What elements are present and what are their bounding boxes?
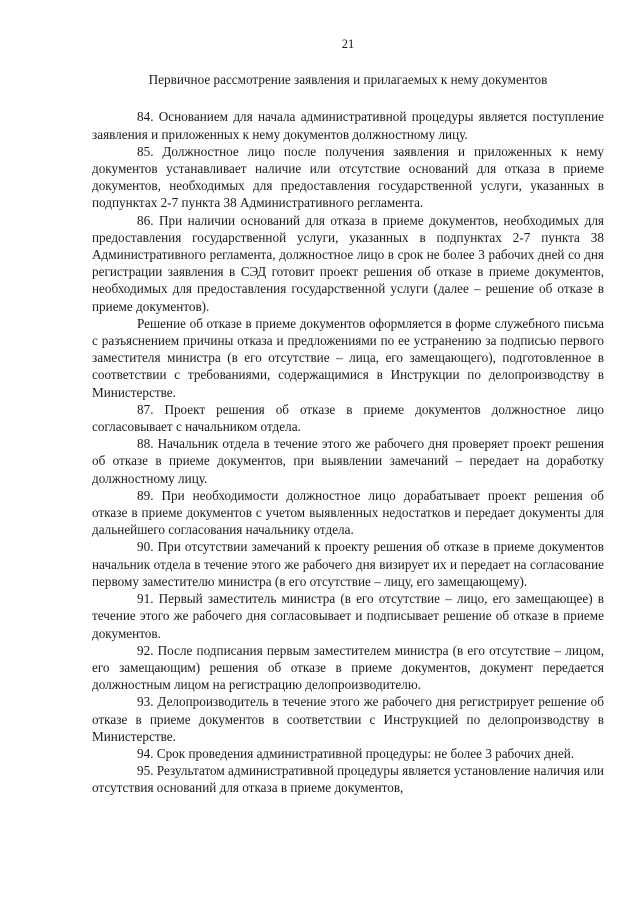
paragraph-94: 94. Срок проведения административной процедуры: не более 3 рабочих дней.	[137, 745, 575, 761]
paragraph-86-note: Решение об отказе в приеме документов оформляется в форме служебного письма с разъяснением причины отказа и предложениями по ее устранению за подписью первого заместителя министра (в его отсутствие – лица, его замещающего), подготовленное в соответствии с требованиями, содержащимися в Инструкции по делопроизводству в Министерстве.	[92, 315, 604, 400]
section-title: Первичное рассмотрение заявления и прилагаемых к нему документов	[148, 72, 548, 88]
paragraph-89: 89. При необходимости должностное лицо дорабатывает проект решения об отказе в приеме документов с учетом выявленных недостатков и передает документы для дальнейшего согласования начальнику отдела.	[92, 487, 604, 538]
paragraph-92: 92. После подписания первым заместителем министра (в его отсутствие – лицом, его замещающим) решения об отказе в приеме документов, документ передается должностным лицом на регистрацию делопроизводителю.	[92, 642, 604, 693]
paragraph-85: 85. Должностное лицо после получения заявления и приложенных к нему документов устанавливает наличие или отсутствие оснований для отказа в приеме документов, необходимых для предоставления государственной услуги, указанных в подпунктах 2-7 пункта 38 Административного регламента.	[92, 143, 604, 211]
page-number: 21	[341, 37, 355, 51]
paragraph-93: 93. Делопроизводитель в течение этого же рабочего дня регистрирует решение об отказе в приеме документов в соответствии с Инструкцией по делопроизводству в Министерстве.	[92, 694, 604, 744]
paragraph-91: 91. Первый заместитель министра (в его отсутствие – лицо, его замещающее) в течение этого же рабочего дня согласовывает и подписывает решение об отказе в приеме документов.	[92, 591, 604, 641]
paragraph-88: 88. Начальник отдела в течение этого же рабочего дня проверяет проект решения об отказе в приеме документов, при выявлении замечаний – передает на доработку должностному лицу.	[92, 436, 604, 486]
paragraph-90: 90. При отсутствии замечаний к проекту решения об отказе в приеме документов начальник отдела в течение этого же рабочего дня визирует их и передает на согласование первому заместителю министра (в его отсутствие – лицу, его замещающему).	[92, 539, 604, 589]
paragraph-86: 86. При наличии оснований для отказа в приеме документов, необходимых для предоставления государственной услуги, указанных в подпунктах 2-7 пункта 38 Административного регламента, должностное лицо в срок не более 3 рабочих дней со дня регистрации заявления в СЭД готовит проект решения об отказе в приеме документов, необходимых для предоставления государственной услуги (далее – решение об отказе в приеме документов).	[92, 212, 604, 314]
paragraph-84: 84. Основанием для начала административной процедуры является поступление заявления и приложенных к нему документов должностному лицу.	[92, 109, 604, 142]
paragraph-87: 87. Проект решения об отказе в приеме документов должностное лицо согласовывает с начальником отдела.	[92, 401, 604, 435]
paragraph-95: 95. Результатом административной процедуры является установление наличия или отсутствия оснований для отказа в приеме документов,	[92, 763, 604, 796]
